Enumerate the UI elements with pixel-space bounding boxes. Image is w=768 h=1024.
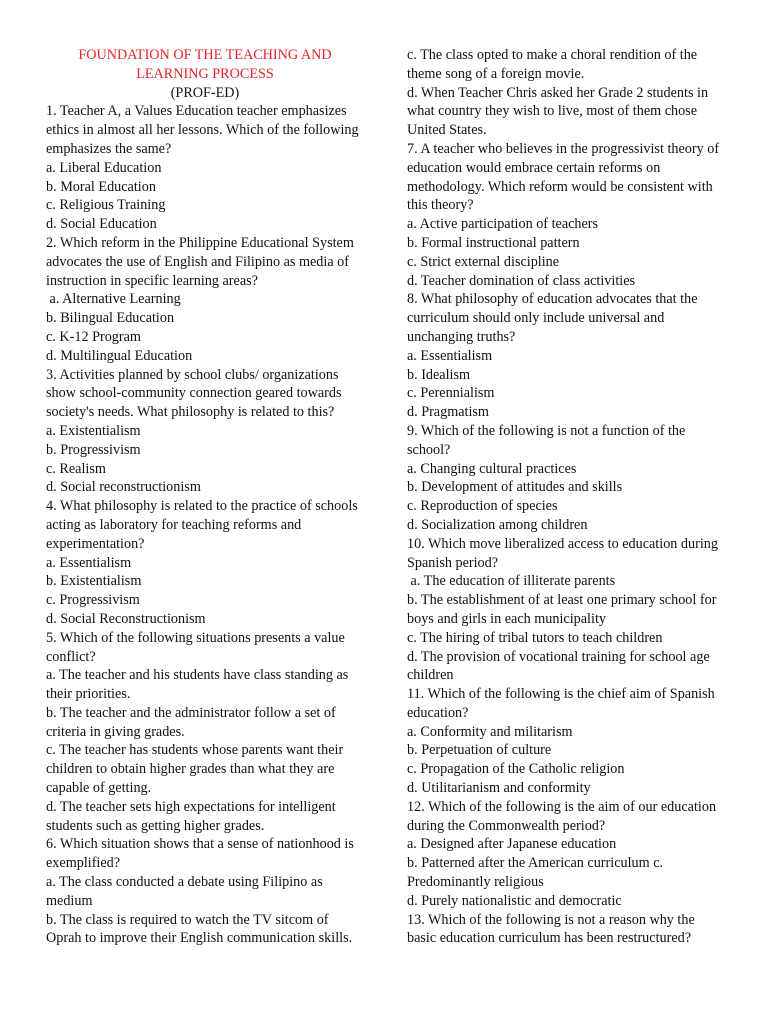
answer-option: c. Reproduction of species	[407, 498, 558, 515]
answer-option: a. Active participation of teachers	[407, 216, 599, 233]
answer-option: d. Social Reconstructionism	[46, 610, 206, 627]
answer-option: b. The establishment of at least one primary school for boys and girls in each municipality	[407, 592, 720, 627]
answer-option: d. Socialization among children	[407, 516, 588, 533]
answer-option: a. The education of illiterate parents	[407, 573, 616, 590]
document-title: FOUNDATION OF THE TEACHING AND LEARNING PROCESS	[78, 47, 332, 82]
answer-option: c. The teacher has students whose parents want their children to obtain higher grades than what they are capable of getting.	[46, 742, 347, 797]
answer-option: d. Pragmatism	[407, 404, 489, 421]
answer-option: b. Development of attitudes and skills	[407, 479, 623, 496]
answer-option: b. Moral Education	[46, 178, 156, 195]
answer-option: b. Idealism	[407, 366, 471, 383]
question-text: 8. What philosophy of education advocates that the curriculum should only include universal and unchanging truths?	[407, 291, 702, 345]
answer-option: c. The class opted to make a choral rendition of the theme song of a foreign movie.	[407, 47, 701, 82]
answer-option: b. Bilingual Education	[46, 310, 175, 327]
answer-option: b. Existentialism	[46, 573, 142, 590]
answer-option: b. The teacher and the administrator follow a set of criteria in giving grades.	[46, 704, 340, 740]
answer-option: c. Realism	[46, 460, 106, 477]
answer-option: d. Social reconstructionism	[46, 479, 201, 496]
question-text: 4. What philosophy is related to the practice of schools acting as laboratory for teaching reforms and experimentation?	[46, 498, 362, 552]
answer-option: d. Purely nationalistic and democratic	[407, 892, 622, 909]
answer-option: d. When Teacher Chris asked her Grade 2 students in what country they wish to live, most of them chose United States.	[407, 84, 712, 139]
answer-option: c. Propagation of the Catholic religion	[407, 761, 625, 778]
answer-option: d. Utilitarianism and conformity	[407, 780, 591, 797]
answer-option: d. Social Education	[46, 216, 157, 233]
answer-option: c. Religious Training	[46, 197, 166, 214]
answer-option: c. K-12 Program	[46, 328, 141, 345]
answer-option: a. Essentialism	[46, 554, 132, 571]
answer-option: a. Alternative Learning	[46, 291, 181, 308]
answer-option: c. Strict external discipline	[407, 253, 560, 270]
answer-option: a. The teacher and his students have class standing as their priorities.	[46, 667, 352, 703]
question-text: 11. Which of the following is the chief aim of Spanish education?	[407, 686, 719, 721]
answer-option: a. Liberal Education	[46, 159, 162, 176]
answer-option: a. Changing cultural practices	[407, 460, 577, 477]
question-text: 7. A teacher who believes in the progressivist theory of education would embrace certain reforms on methodology. Which reform would be consistent with this theory?	[407, 140, 723, 214]
answer-option: b. Formal instructional pattern	[407, 234, 580, 251]
document-subtitle: (PROF-ED)	[170, 84, 240, 101]
question-text: 3. Activities planned by school clubs/ organizations show school-community connection geared towards society's needs. What philosophy is related to this?	[46, 366, 346, 421]
question-text: 6. Which situation shows that a sense of nationhood is exemplified?	[46, 836, 358, 872]
answer-option: d. Teacher domination of class activities	[407, 272, 636, 289]
answer-option: c. The hiring of tribal tutors to teach children	[407, 629, 663, 646]
answer-option: a. Essentialism	[407, 347, 493, 364]
question-text: 13. Which of the following is not a reason why the basic education curriculum has been restructured?	[407, 911, 699, 947]
answer-option: b. The class is required to watch the TV sitcom of Oprah to improve their English communication skills.	[46, 911, 353, 947]
answer-option: c. Perennialism	[407, 385, 495, 402]
answer-option: a. Conformity and militarism	[407, 723, 573, 740]
right-question-list	[407, 46, 725, 948]
question-text: 5. Which of the following situations presents a value conflict?	[46, 629, 349, 665]
question-text: 10. Which move liberalized access to education during Spanish period?	[407, 535, 722, 571]
answer-option: b. Progressivism	[46, 441, 141, 458]
answer-option: c. Progressivism	[46, 592, 140, 609]
answer-option: d. Multilingual Education	[46, 347, 193, 364]
answer-option: a. Designed after Japanese education	[407, 836, 617, 853]
answer-option: d. The provision of vocational training for school age children	[407, 648, 714, 684]
question-text: 9. Which of the following is not a function of the school?	[407, 422, 689, 458]
question-text: 12. Which of the following is the aim of our education during the Commonwealth period?	[407, 798, 720, 834]
left-question-list	[46, 102, 364, 948]
answer-option: b. Patterned after the American curriculum c. Predominantly religious	[407, 855, 667, 891]
answer-option: d. The teacher sets high expectations for intelligent students such as getting higher grades.	[46, 798, 340, 834]
answer-option: a. The class conducted a debate using Filipino as medium	[46, 874, 327, 909]
right-column	[407, 46, 725, 948]
answer-option: b. Perpetuation of culture	[407, 742, 552, 759]
left-column	[46, 46, 364, 948]
question-text: 1. Teacher A, a Values Education teacher emphasizes ethics in almost all her lessons. Which of the following emphasizes the same?	[46, 103, 363, 157]
answer-option: a. Existentialism	[46, 422, 141, 439]
question-text: 2. Which reform in the Philippine Educational System advocates the use of English and Filipino as media of instruction in specific learning areas?	[46, 234, 358, 289]
